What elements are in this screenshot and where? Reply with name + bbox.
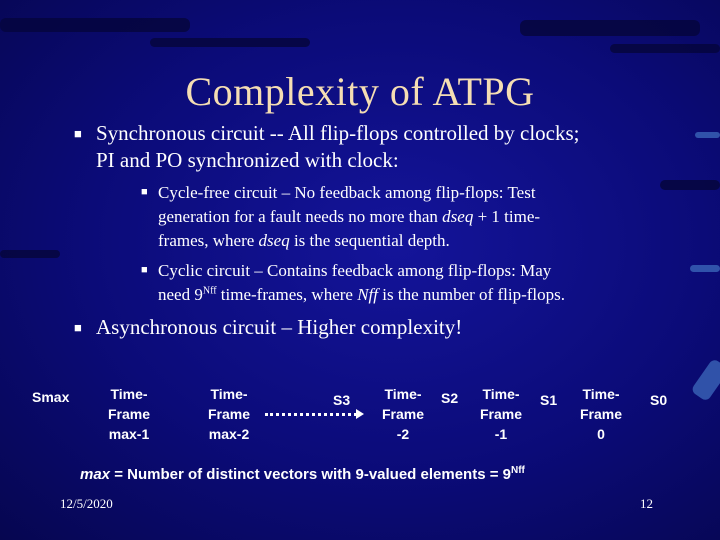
bg-streak — [690, 265, 720, 272]
state-label-s1: S1 — [540, 392, 558, 408]
time-frame-max-2: Time- Frame max-2 — [207, 386, 251, 442]
bullet-text: frames, where dseq is the sequential depth. — [158, 231, 450, 250]
slide-date: 12/5/2020 — [60, 496, 113, 511]
state-label-smax: Smax — [32, 389, 70, 405]
bullet-text: need $9^{Nff}$ time-frames, where Nff is the number of flip-flops. — [158, 285, 565, 304]
state-label-s2: S2 — [441, 390, 459, 406]
time-frame-max-1: Time- Frame max-1 — [107, 386, 151, 442]
square-bullet-icon: ■ — [74, 126, 82, 141]
bg-streak — [660, 180, 720, 190]
time-frame-0: Time- Frame 0 — [579, 386, 623, 442]
slide-title: Complexity of ATPG — [185, 69, 535, 114]
state-label-s3: S3 — [333, 392, 351, 408]
bullet-cyclic — [158, 259, 648, 307]
time-frame-minus-2: Time- Frame -2 — [381, 386, 425, 442]
bullet-text: Cyclic circuit – Contains feedback among flip-flops: May — [158, 261, 552, 280]
dotted-arrow-line — [265, 413, 357, 416]
square-bullet-icon: ■ — [141, 264, 148, 276]
bg-streak — [695, 132, 720, 138]
max-definition: max = Number of distinct vectors with 9-valued elements = $9^{Nff}$ — [80, 465, 525, 483]
bg-streak — [0, 250, 60, 258]
slide-number: 12 — [640, 496, 653, 511]
square-bullet-icon: ■ — [141, 186, 148, 198]
bg-streak — [610, 44, 720, 53]
bullet-asynchronous: Asynchronous circuit – Higher complexity! — [96, 315, 463, 339]
time-frame-minus-1: Time- Frame -1 — [479, 386, 523, 442]
square-bullet-icon: ■ — [74, 320, 82, 335]
bg-streak — [150, 38, 310, 47]
bullet-text: PI and PO synchronized with clock: — [96, 148, 399, 172]
bg-streak — [520, 20, 700, 36]
bg-streak — [0, 18, 190, 32]
bullet-text: generation for a fault needs no more than dseq + 1 time- — [158, 207, 541, 226]
bullet-cycle-free — [158, 181, 648, 253]
arrow-head-icon — [356, 409, 364, 419]
bullet-text: Cycle-free circuit – No feedback among flip-flops: Test — [158, 183, 536, 202]
bullet-synchronous — [96, 120, 696, 174]
bullet-text: Synchronous circuit -- All flip-flops controlled by clocks; — [96, 121, 580, 145]
state-label-s0: S0 — [650, 392, 668, 408]
